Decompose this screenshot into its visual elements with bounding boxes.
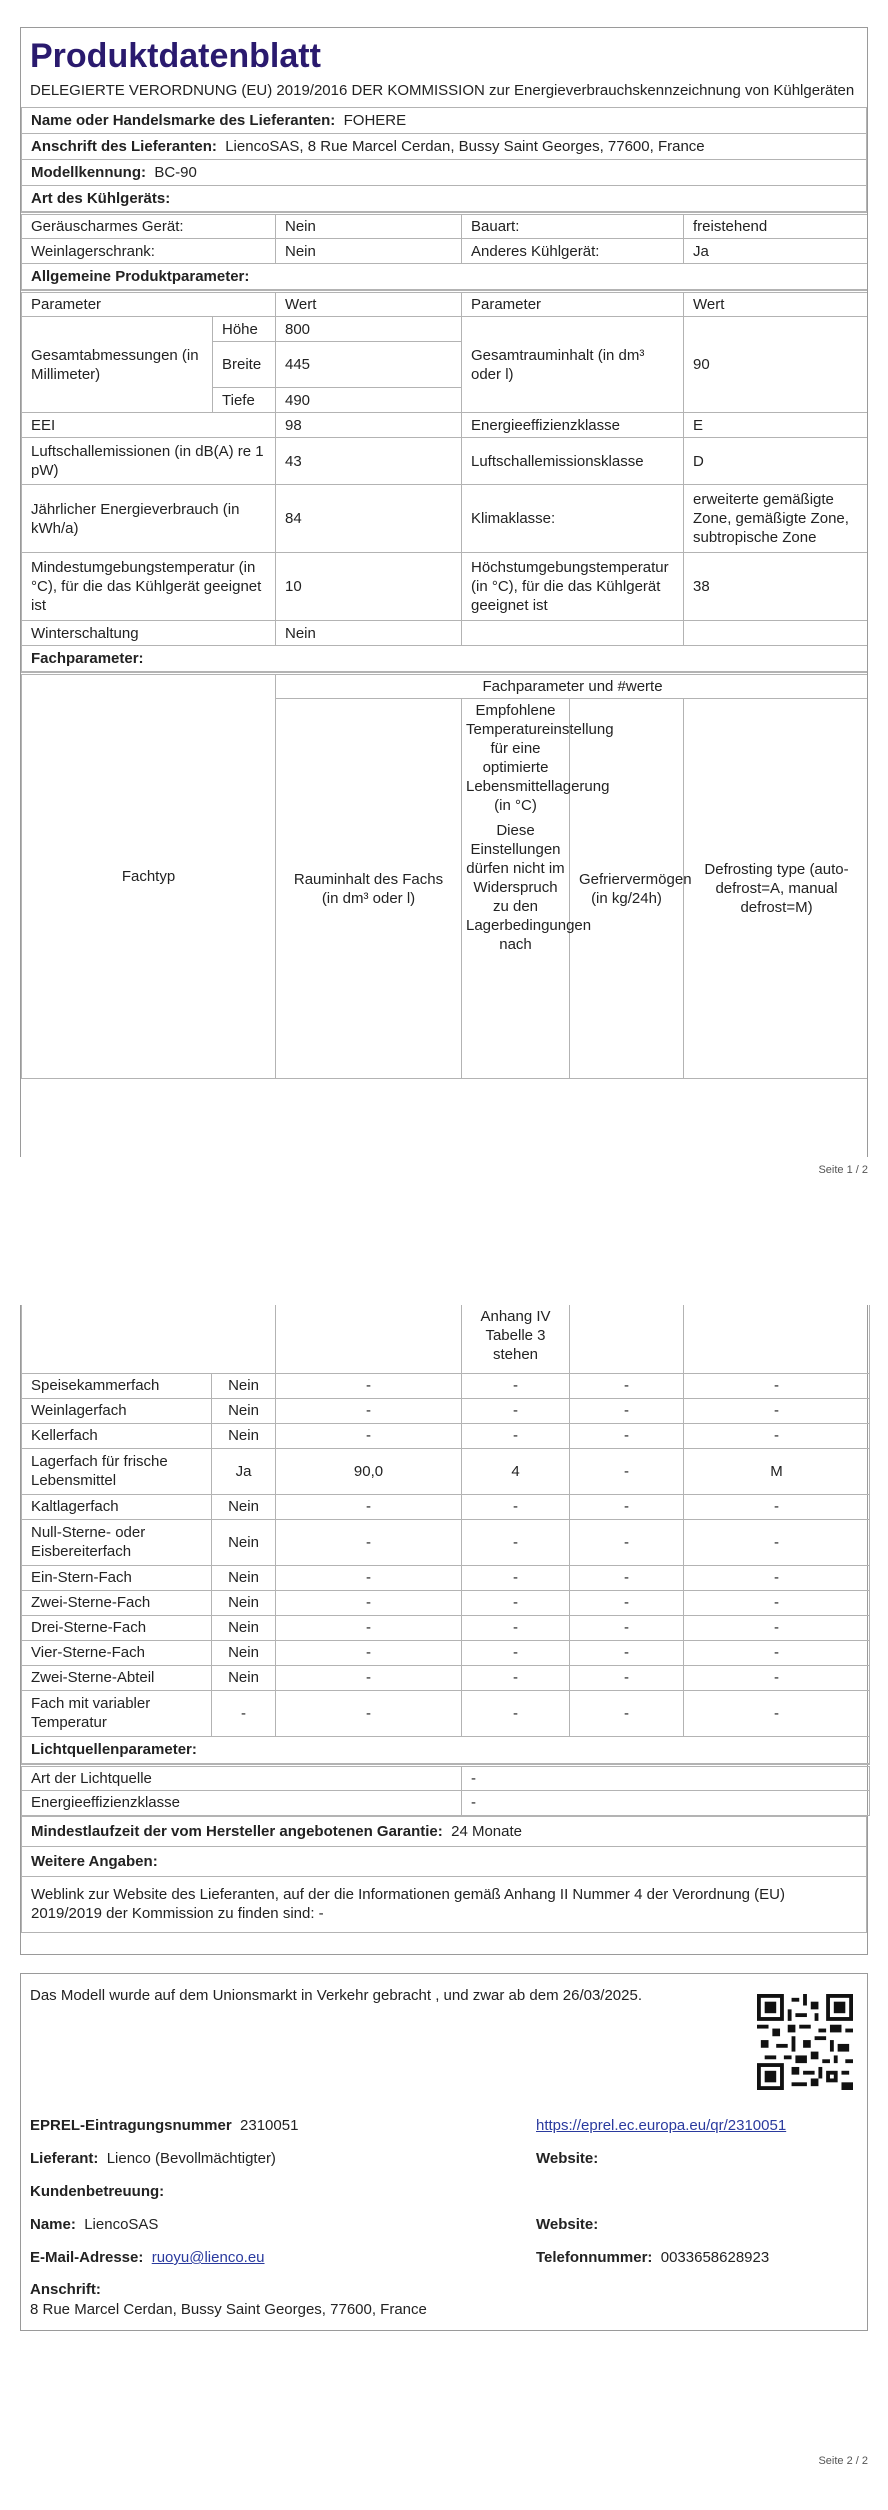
page-number: Seite 1 / 2: [818, 1164, 868, 1176]
value-header: Wert: [276, 292, 462, 317]
light-table: Art der Lichtquelle - Energieeffizienzklasse -: [21, 1764, 870, 1816]
winter-value: Nein: [276, 621, 462, 646]
light-params-heading: Lichtquellenparameter:: [22, 1736, 870, 1763]
table-row: Kellerfach Nein - - - -: [22, 1423, 870, 1448]
phone-value: 0033658628923: [660, 2249, 770, 2266]
service-name-value: LiencoSAS: [84, 2216, 159, 2233]
supplier-table: [21, 107, 867, 212]
datasheet-page-2: [20, 1305, 868, 1955]
datasheet-page-1: [20, 27, 868, 1157]
table-row: Zwei-Sterne-Fach Nein - - - -: [22, 1590, 870, 1615]
regulation-subtitle: DELEGIERTE VERORDNUNG (EU) 2019/2016 DER KOMMISSION zur Energieverbrauchskennzeichnung von Kühlgeräten: [30, 82, 855, 99]
supplier-name-row: Name oder Handelsmarke des Lieferanten: FOHERE: [22, 108, 867, 134]
volume-col-header: Rauminhalt des Fachs (in dm³ oder l): [276, 699, 462, 1079]
table-row: Weinlagerfach Nein - - - -: [22, 1398, 870, 1423]
address-value: 8 Rue Marcel Cerdan, Bussy Saint Georges, 77600, France: [30, 2301, 427, 2318]
dim-label: Tiefe: [213, 388, 276, 413]
compartment-header-table: [21, 672, 868, 1079]
page-number: Seite 2 / 2: [818, 2455, 868, 2467]
table-row: Lagerfach für frische Lebensmittel Ja 90,0 4 - M: [22, 1448, 870, 1494]
warranty-row: Mindestlaufzeit der vom Hersteller angebotenen Garantie: 24 Monate: [22, 1816, 867, 1846]
temp-col-header: Empfohlene Temperatureinstellung für eine optimierte Lebensmittellagerung (in °C) Diese Einstellungen dürfen nicht im Widerspruch zu den Lagerbedingungen nach: [462, 699, 570, 1079]
service-website-label: Website:: [536, 2216, 599, 2233]
warranty-table: [21, 1816, 867, 1933]
eprel-row: EPREL-Eintragungsnummer 2310051: [30, 2117, 299, 2134]
appliance-row: Geräuscharmes Gerät: Nein Bauart: freistehend: [22, 214, 869, 239]
supplier-website-label: Website:: [536, 2150, 599, 2167]
dim-label: Höhe: [213, 317, 276, 342]
param-header: Parameter: [22, 292, 276, 317]
compartment-type-header: Fachtyp: [22, 674, 276, 1079]
defrost-col-header: Defrosting type (auto-defrost=A, manual defrost=M): [684, 699, 869, 1079]
address-label: Anschrift:: [30, 2281, 101, 2298]
winter-label: Winterschaltung: [22, 621, 276, 646]
model-row: Modellkennung: BC-90: [22, 160, 867, 186]
supplier-info-box: [20, 1973, 868, 2331]
dim-value: 445: [276, 342, 462, 388]
general-params-table: Parameter Wert Parameter Wert Gesamtabmessungen (in Millimeter) Höhe 800 Gesamtrauminhalt (in dm³ oder l) 90 Breite 445 Tiefe 490 EEI 98 Energieeffizienzklasse E Luftschallemissionen (in dB(A) re 1 pW) 43 Luftschallemissionsklasse D Jährlicher Energieverbrauch (in kWh/a) 84 Klimaklasse: erweiterte gemäßigte Zone, gemäßigte Zone, subtropische Zone Mindestumgebungstemperatur (in °C), für die das Kühlgerät geeignet ist 10 Höchstumgebungstemperatur (in °C), für die das Kühlgerät geeignet ist 38 Winterschaltung Nein Fachparameter:: [21, 290, 868, 672]
freeze-col-header: Gefriervermögen (in kg/24h): [570, 699, 684, 1079]
dim-label: Breite: [213, 342, 276, 388]
supplier-name-value: FOHERE: [343, 112, 407, 129]
appliance-type-table: [21, 212, 868, 290]
further-info-text: Weblink zur Website des Lieferanten, auf der die Informationen gemäß Anhang II Nummer 4 der Verordnung (EU) 2019/2019 der Kommission zu finden sind: -: [22, 1876, 867, 1932]
email-link[interactable]: ruoyu@lienco.eu: [151, 2249, 265, 2266]
email-row: E-Mail-Adresse: ruoyu@lienco.eu: [30, 2249, 265, 2266]
supplier-address-value: LiencoSAS, 8 Rue Marcel Cerdan, Bussy Saint Georges, 77600, France: [225, 138, 705, 155]
dimensions-label: Gesamtabmessungen (in Millimeter): [22, 317, 213, 413]
table-row: Null-Sterne- oder Eisbereiterfach Nein - - - -: [22, 1519, 870, 1565]
dim-value: 800: [276, 317, 462, 342]
value-header: Wert: [684, 292, 869, 317]
phone-row: Telefonnummer: 0033658628923: [536, 2249, 770, 2266]
qr-code-icon: [757, 1994, 853, 2090]
supplier-address-row: Anschrift des Lieferanten: LiencoSAS, 8 Rue Marcel Cerdan, Bussy Saint Georges, 77600, France: [22, 134, 867, 160]
page-title: Produktdatenblatt: [30, 37, 321, 75]
service-name-row: Name: LiencoSAS: [30, 2216, 159, 2233]
param-header: Parameter: [462, 292, 684, 317]
eprel-number: 2310051: [240, 2117, 299, 2134]
table-row: Zwei-Sterne-Abteil Nein - - - -: [22, 1665, 870, 1690]
compartment-params-heading: Fachparameter:: [22, 646, 869, 672]
compartment-table: [21, 1305, 870, 1764]
table-row: Kaltlagerfach Nein - - - -: [22, 1494, 870, 1519]
appliance-row: Weinlagerschrank: Nein Anderes Kühlgerät: Ja: [22, 239, 869, 264]
market-date-text: Das Modell wurde auf dem Unionsmarkt in Verkehr gebracht , und zwar ab dem 26/03/2025.: [30, 1987, 642, 2004]
supplier-value: Lienco (Bevollmächtigter): [106, 2150, 276, 2167]
table-row: Speisekammerfach Nein - - - -: [22, 1373, 870, 1398]
table-row: Vier-Sterne-Fach Nein - - - -: [22, 1640, 870, 1665]
table-row: Drei-Sterne-Fach Nein - - - -: [22, 1615, 870, 1640]
dim-value: 490: [276, 388, 462, 413]
table-row: Fach mit variabler Temperatur - - - - -: [22, 1690, 870, 1736]
supplier-row: Lieferant: Lienco (Bevollmächtigter): [30, 2150, 276, 2167]
model-value: BC-90: [154, 164, 197, 181]
eprel-link[interactable]: https://eprel.ec.europa.eu/qr/2310051: [536, 2117, 787, 2134]
appliance-type-heading: Art des Kühlgeräts:: [22, 186, 867, 212]
temp-col-header-cont: Anhang IV Tabelle 3 stehen: [462, 1305, 570, 1373]
customer-service-heading: Kundenbetreuung:: [30, 2183, 165, 2200]
volume-label: Gesamtrauminhalt (in dm³ oder l): [462, 317, 684, 413]
table-row: Ein-Stern-Fach Nein - - - -: [22, 1565, 870, 1590]
warranty-value: 24 Monate: [451, 1822, 522, 1840]
compartment-group-header: Fachparameter und #werte: [276, 674, 869, 699]
general-params-heading: Allgemeine Produktparameter:: [22, 264, 869, 290]
further-info-heading: Weitere Angaben:: [22, 1846, 867, 1876]
volume-value: 90: [684, 317, 869, 413]
